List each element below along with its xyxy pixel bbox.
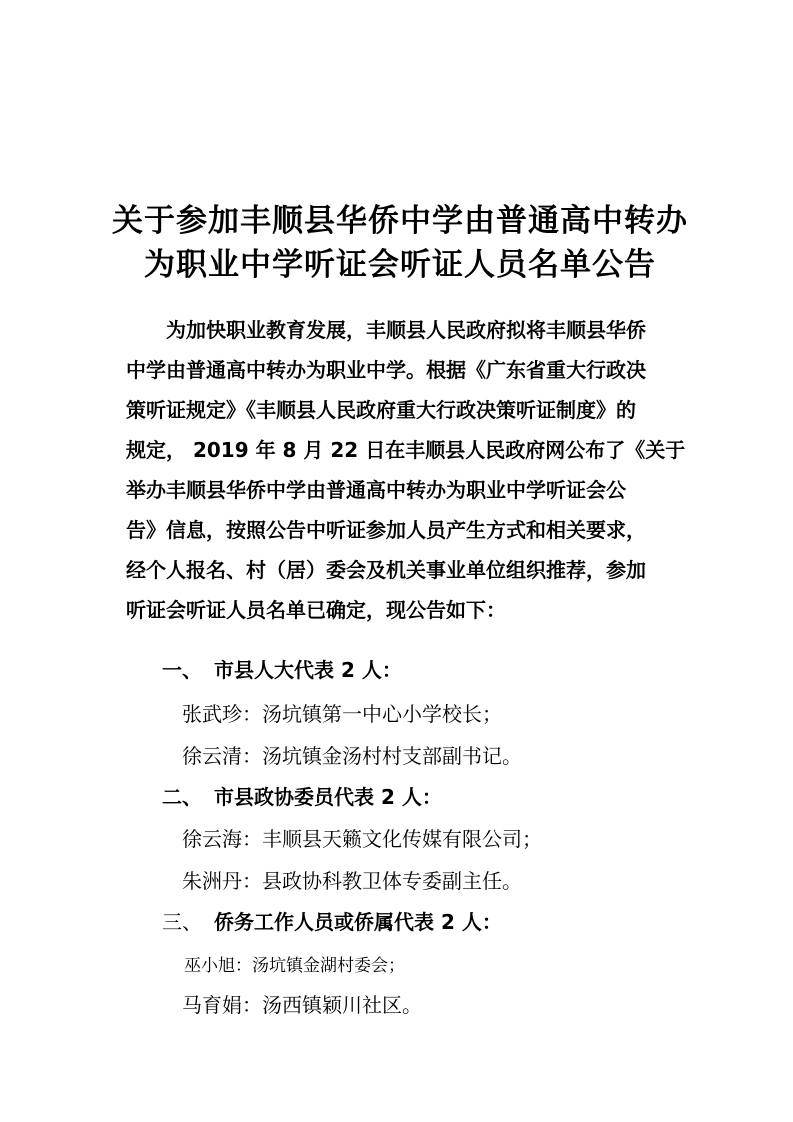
paragraph-line: 中学由普通高中转办为职业中学。根据《广东省重大行政决 <box>126 358 646 382</box>
member-entry: 徐云清：汤坑镇金汤村村支部副书记。 <box>182 744 522 768</box>
member-entry: 张武珍：汤坑镇第一中心小学校长； <box>182 702 502 726</box>
member-entry: 朱洲丹：县政协科教卫体专委副主任。 <box>182 869 522 893</box>
section-title: 市县政协委员代表 2 人： <box>214 785 442 809</box>
member-entry: 徐云海：丰顺县天籁文化传媒有限公司； <box>182 827 542 851</box>
paragraph-line: 告》信息，按照公告中听证参加人员产生方式和相关要求， <box>126 518 646 542</box>
section-number: 二、 <box>162 785 202 809</box>
section-heading-1 <box>162 655 402 685</box>
document-title-line-2: 为职业中学听证会听证人员名单公告 <box>144 247 656 283</box>
paragraph-line: 策听证规定》《丰顺县人民政府重大行政决策听证制度》的 <box>126 398 636 422</box>
section-title: 市县人大代表 2 人： <box>214 658 402 682</box>
paragraph-line: 听证会听证人员名单已确定，现公告如下： <box>126 598 506 622</box>
section-number: 三、 <box>162 910 202 934</box>
paragraph-line: 举办丰顺县华侨中学由普通高中转办为职业中学听证会公 <box>126 478 626 502</box>
paragraph-line: 经个人报名、村（居）委会及机关事业单位组织推荐，参加 <box>126 558 646 582</box>
member-entry: 巫小旭：汤坑镇金湖村委会； <box>184 956 405 976</box>
paragraph-line: 为加快职业教育发展，丰顺县人民政府拟将丰顺县华侨 <box>126 318 646 342</box>
section-title: 侨务工作人员或侨属代表 2 人： <box>214 910 502 934</box>
paragraph-line: 规定， 2019 年 8 月 22 日在丰顺县人民政府网公布了《关于 <box>126 438 686 462</box>
document-title-line-1: 关于参加丰顺县华侨中学由普通高中转办 <box>112 203 688 239</box>
member-entry: 马育娟：汤西镇颖川社区。 <box>182 993 422 1017</box>
section-heading-2 <box>162 782 442 812</box>
section-heading-3 <box>162 907 502 937</box>
section-number: 一、 <box>162 658 202 682</box>
